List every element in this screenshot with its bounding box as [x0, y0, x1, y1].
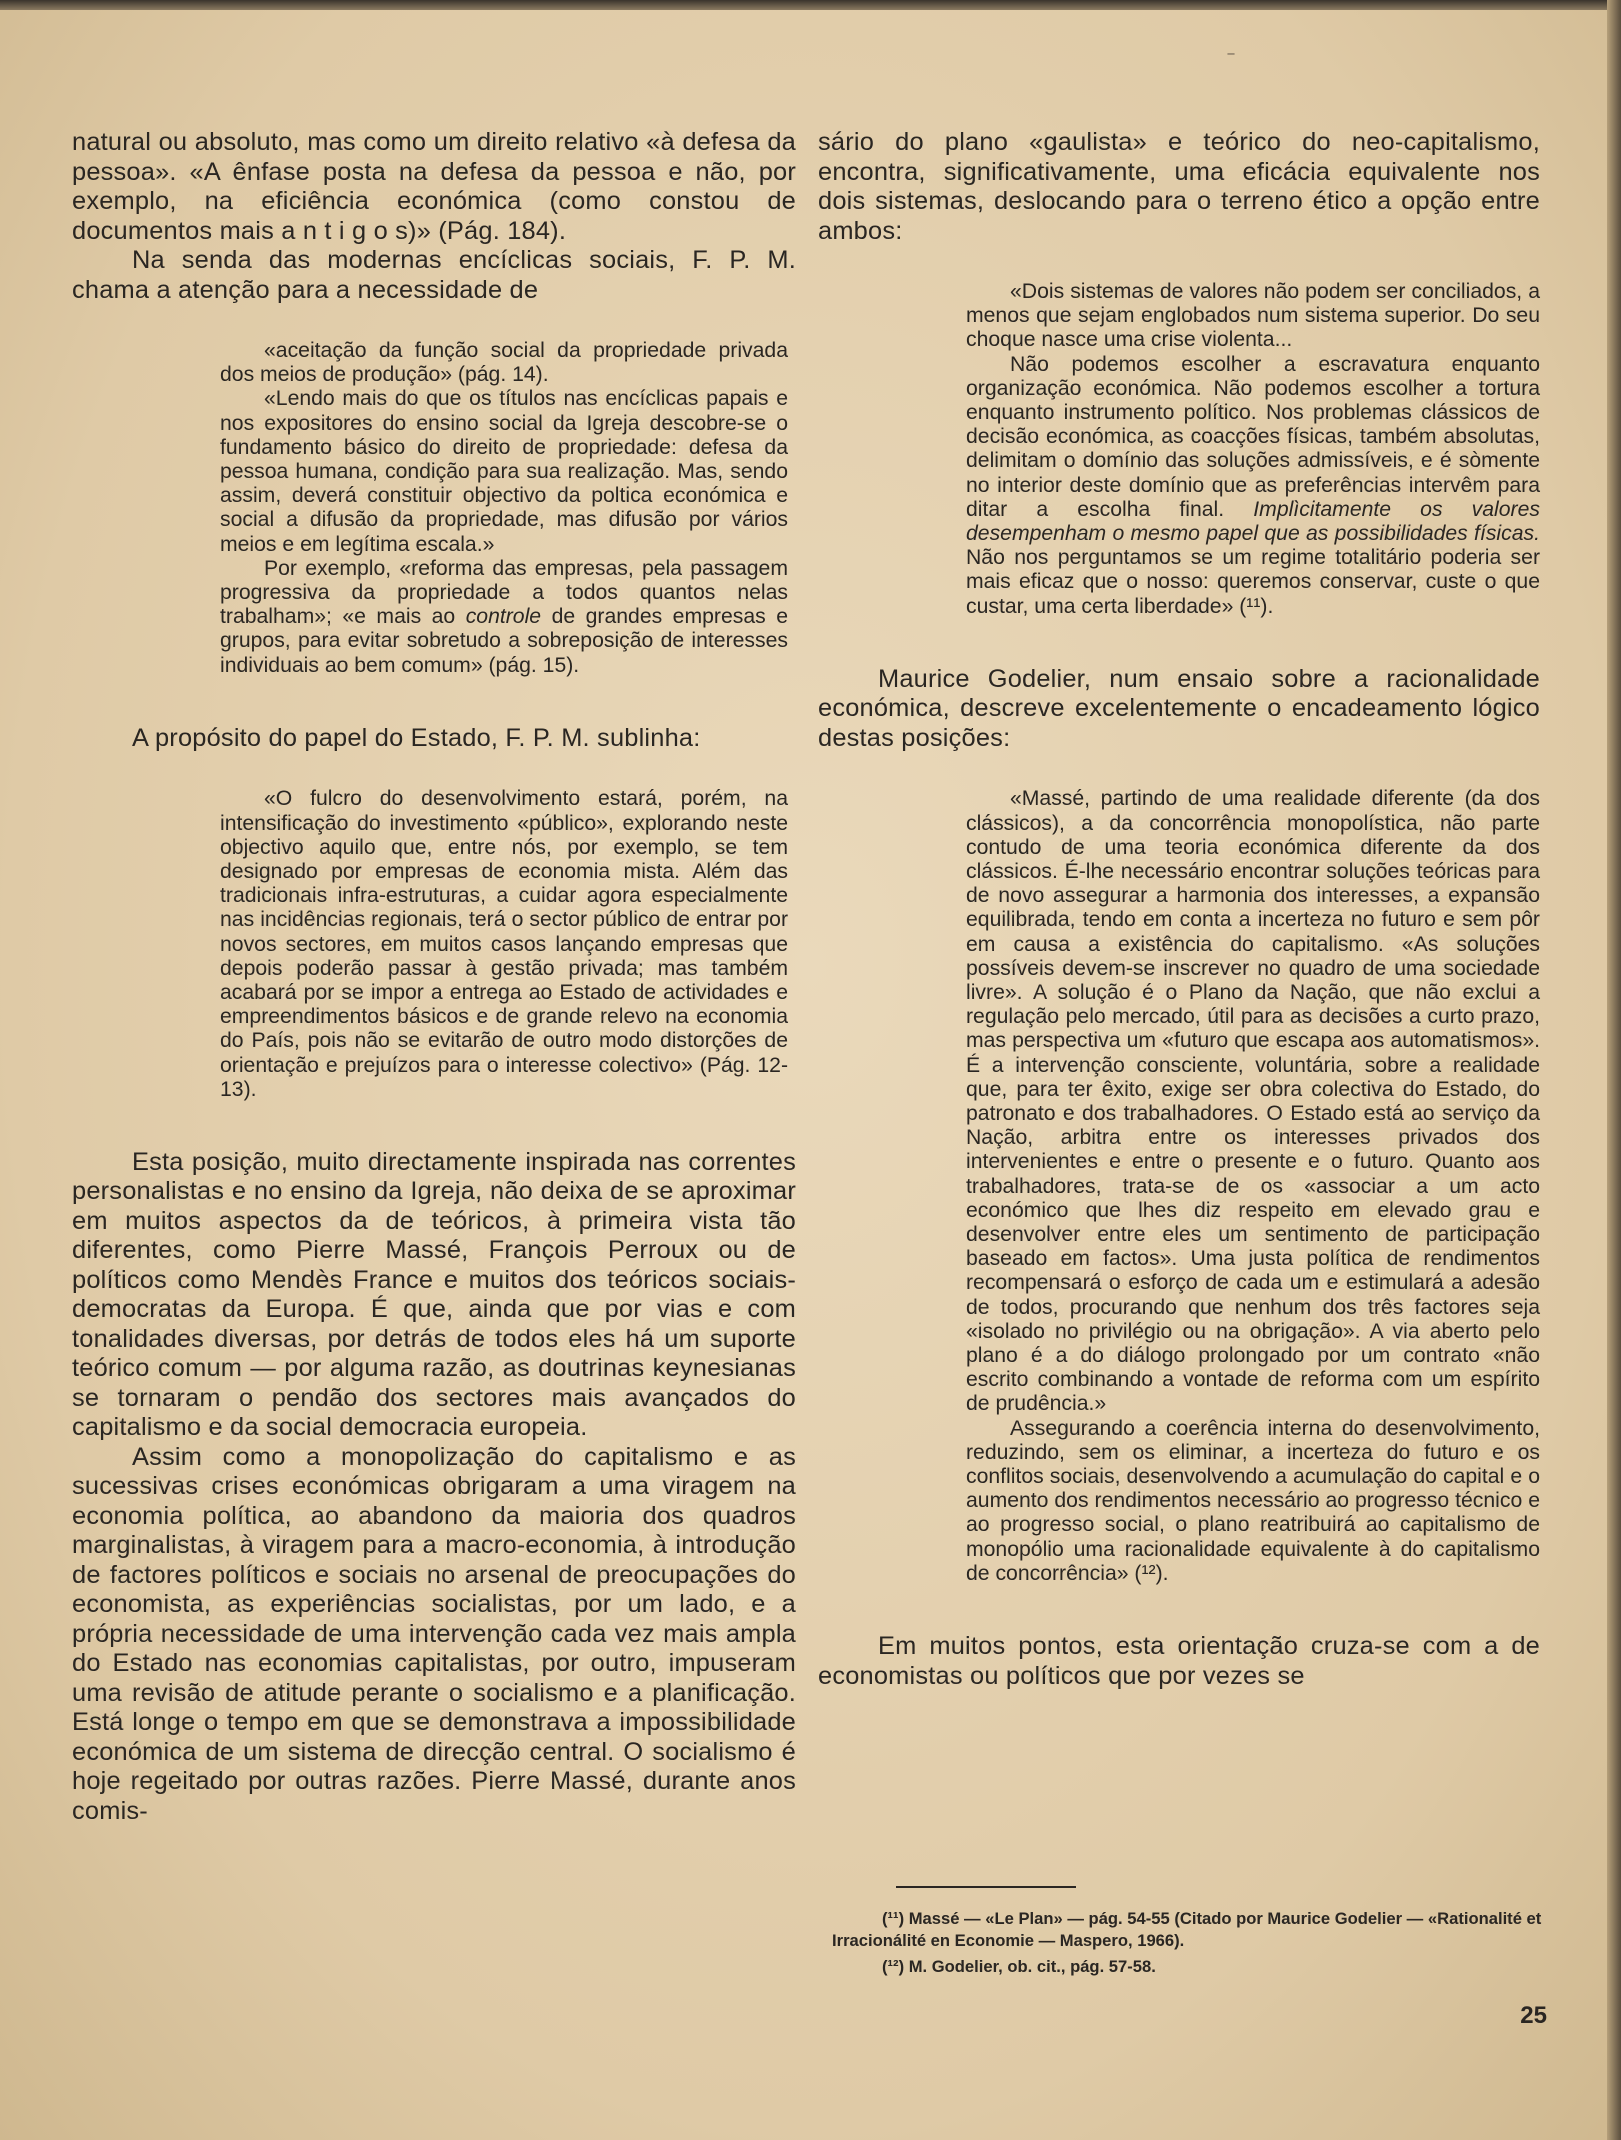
block-quote: Não podemos escolher a escravatura enquanto organização económica. Não podemos escolher a tortura enquanto instrumento político. Nos problemas clássicos de decisão económica, as coacções físicas, também absolutas, delimitam o domínio das soluções admissíveis, e é sòmente no interior deste domínio que as preferências intervêm para ditar a escolha final. Implìcitamente os valores desempenham o mesmo papel que as possibilidades físicas. Não nos perguntamos se um regime totalitário poderia ser mais eficaz que o nosso: queremos conservar, custe o que custar, uma certa liberdade» (¹¹).	[966, 352, 1540, 618]
paragraph: Na senda das modernas encíclicas sociais, F. P. M. chama a atenção para a necessidade de	[72, 246, 796, 304]
block-quote: Assegurando a coerência interna do desenvolvimento, reduzindo, sem os eliminar, a incerteza do futuro e os conflitos sociais, desenvolvendo a acumulação do capital e o aumento dos rendimentos necessário ao progresso técnico e ao progresso social, o plano reatribuirá ao capitalismo de monopólio uma racionalidade equivalente à do capitalismo de concorrência» (¹²).	[966, 1416, 1540, 1585]
emphasis: Implìcitamente os valores desempenham o mesmo papel que as possibilidades físicas.	[966, 497, 1540, 546]
paragraph: Assim como a monopolização do capitalismo e as sucessivas crises económicas obrigaram a uma viragem na economia política, ao abandono da maioria dos quadros marginalistas, à viragem para a macro-economia, à introdução de factores políticos e sociais no arsenal de preocupações do economista, as experiências socialistas, por um lado, e a própria necessidade de uma intervenção cada vez mais ampla do Estado nas economias capitalistas, por outro, impuseram uma revisão de atitude perante o socialismo e a planificação. Está longe o tempo em que se demonstrava a impossibilidade económica de um sistema de direcção central. O socialismo é hoje regeitado por outras razões. Pierre Massé, durante anos comis-	[72, 1442, 796, 1825]
paragraph: natural ou absoluto, mas como um direito relativo «à defesa da pessoa». «A ênfase posta na defesa da pessoa e não, por exemplo, na eficiência económica (como constou de documentos mais a n t i g o s)» (Pág. 184).	[72, 128, 796, 245]
block-quote: «aceitação da função social da propriedade privada dos meios de produção» (pág. 14).	[220, 339, 788, 387]
paragraph: A propósito do papel do Estado, F. P. M. sublinha:	[132, 723, 701, 752]
footnote-divider	[896, 1886, 1076, 1888]
block-quote: «O fulcro do desenvolvimento estará, porém, na intensificação do investimento «público», explorando neste objectivo aquilo que, entre nós, por exemplo, se tem designado por empresas de economia mista. Além das tradicionais infra-estruturas, a cuidar agora especialmente nas incidências regionais, terá o sector público de entrar por novos sectores, em muitos casos lançando empresas que depois poderão passar à gestão privada; mas também acabará por se impor a entrega ao Estado de actividades e empreendimentos básicos e de grande relevo na economia do País, pois não se evitarão de outro modo distorções de orientação e prejuízos para o interesse colectivo» (Pág. 12-13).	[220, 787, 788, 1101]
footnotes	[832, 1908, 1544, 1982]
footnote-11: (¹¹) Massé — «Le Plan» — pág. 54-55 (Citado por Maurice Godelier — «Rationalité et Irracionálité en Economie — Maspero, 1966).	[832, 1909, 1542, 1950]
page-top-edge	[0, 0, 1621, 10]
scan-mark: ‾	[1228, 52, 1234, 72]
right-column	[818, 128, 1540, 1691]
block-quote: Por exemplo, «reforma das empresas, pela passagem progressiva da propriedade a todos quantos nelas trabalham»; «e mais ao controle de grandes empresas e grupos, para evitar sobretudo a sobreposição de interesses individuais ao bem comum» (pág. 15).	[220, 556, 788, 677]
paragraph: sário do plano «gaulista» e teórico do neo-capitalismo, encontra, significativamente, uma eficácia equivalente nos dois sistemas, deslocando para o terreno ético a opção entre ambos:	[818, 128, 1540, 245]
page-number: 25	[1520, 2002, 1547, 2029]
block-quote: «Massé, partindo de uma realidade diferente (da dos clássicos), a da concorrência monopolística, não parte contudo de uma teoria económica diferente da dos clássicos. É-lhe necessário encontrar soluções teóricas para de novo assegurar a harmonia dos interesses, a expansão equilibrada, tendo em conta a incerteza no futuro e sem pôr em causa a existência do capitalismo. «As soluções possíveis devem-se inscrever no quadro de uma sociedade livre». A solução é o Plano da Nação, que não exclui a regulação pelo mercado, útil para as decisões a curto prazo, mas perspectiva um «futuro que escapa aos automatismos». É a intervenção consciente, voluntária, sobre a realidade que, para ter êxito, exige ser obra colectiva do Estado, do patronato e dos trabalhadores. O Estado está ao serviço da Nação, arbitra entre os interesses privados dos intervenientes e entre o presente e o futuro. Quanto aos trabalhadores, trata-se de os «associar a um acto económico que lhes diz respeito em elevado grau e desenvolver entre eles um sentimento de participação baseado em factos». Uma justa política de rendimentos recompensará o esforço de cada um e estimulará a adesão de todos, procurando que nenhum dos três factores seja «isolado no privilégio ou na obrigação». A via aberto pelo plano é a do diálogo prolongado por um contrato «não escrito combinando a vontade de reforma com um espírito de prudência.»	[966, 787, 1540, 1416]
paragraph: Maurice Godelier, num ensaio sobre a racionalidade económica, descreve excelentemente o encadeamento lógico destas posições:	[818, 664, 1540, 752]
paragraph: Esta posição, muito directamente inspirada nas correntes personalistas e no ensino da Igreja, não deixa de se aproximar em muitos aspectos da de teóricos, à primeira vista tão diferentes, como Pierre Massé, François Perroux ou de políticos como Mendès France e muitos dos teóricos sociais-democratas da Europa. É que, ainda que por vias e com tonalidades diversas, por detrás de todos eles há um suporte teórico comum — por alguma razão, as doutrinas keynesianas se tornaram o pendão dos sectores mais avançados do capitalismo e da social democracia europeia.	[72, 1147, 796, 1442]
block-quote: «Dois sistemas de valores não podem ser conciliados, a menos que sejam englobados num sistema superior. Do seu choque nasce uma crise violenta...	[966, 280, 1540, 352]
block-quote: «Lendo mais do que os títulos nas encíclicas papais e nos expositores do ensino social da Igreja descobre-se o fundamento básico do direito de propriedade: defesa da pessoa humana, condição para sua realização. Mas, sendo assim, deverá constituir objectivo da poltica económica e social a difusão da propriedade, mas difusão por vários meios e em legítima escala.»	[220, 387, 788, 556]
paragraph: Em muitos pontos, esta orientação cruza-se com a de economistas ou políticos que por vezes se	[818, 1632, 1540, 1690]
emphasis: controle	[465, 605, 542, 629]
footnote-12: (¹²) M. Godelier, ob. cit., pág. 57-58.	[882, 1957, 1156, 1976]
page-right-edge	[1607, 0, 1621, 2140]
left-column	[72, 128, 796, 1826]
